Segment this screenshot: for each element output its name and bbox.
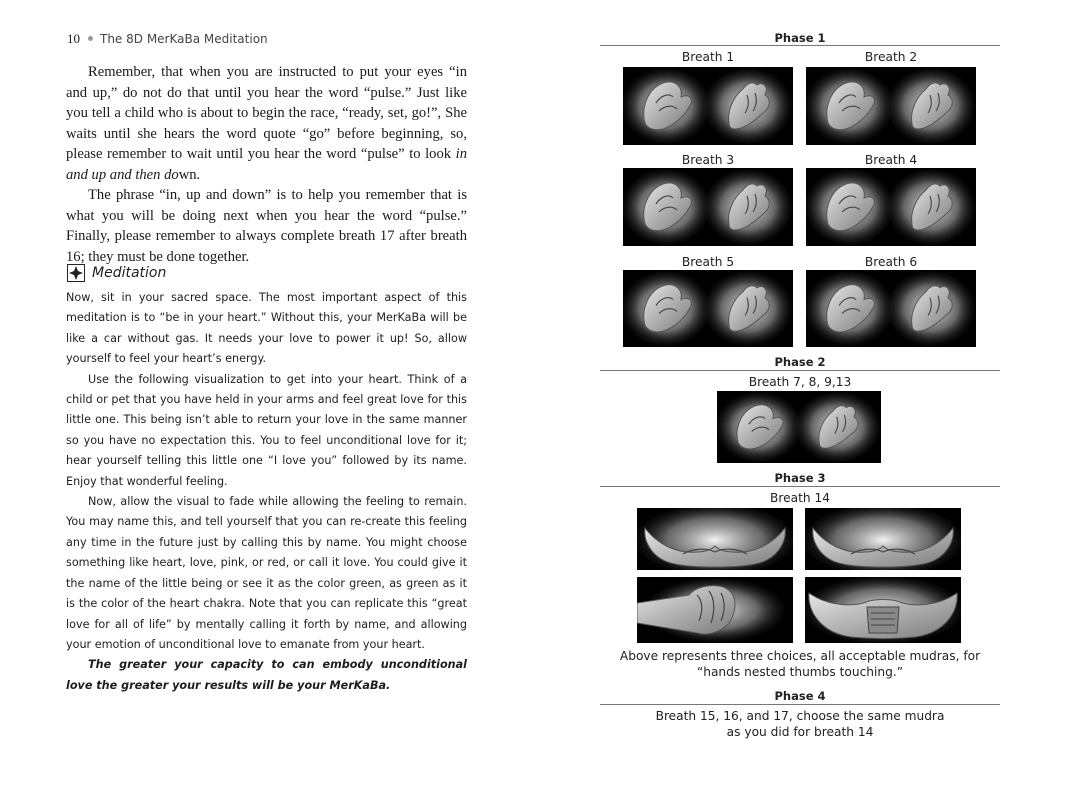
meditation-paragraph-3: Now, allow the visual to fade while allowing the feeling to remain. You may name this, and tell yourself that you can re-create this feeling any time in the future just by calling this by name. You might choose something like heart, love, pink, or red, or call it love. You could give it the name of the little being or see it as the color green, as green as it is the color of the heart chakra. Note that you can replicate this “great love for all of life” by mentally calling it forth by name, and allowing your emotion of unconditional love to emanate from your heart. (66, 495, 467, 651)
meditation-paragraph-1: Now, sit in your sacred space. The most important aspect of this meditation is to “be in your heart.” Without this, your MerKaBa will be like a car without gas. It needs your love to power it up! So, allow yourself to feel your heart’s energy. (66, 291, 467, 366)
intro-paragraph-1-text: Remember, that when you are instructed to put your eyes “in and up,” do not do that until you hear the word “pulse.” Just like you tell a child who is about to begin the race, “ready, set, go!”, She waits until she hears the word quote “go” before beginning, so, please remember to wait until you hear the word “pulse” to look (66, 64, 467, 162)
meditation-text (66, 288, 467, 696)
breath-1-mudra-image (623, 67, 793, 145)
clasped-hands-image (637, 577, 793, 643)
intro-paragraph-2-text: The phrase “in, up and down” is to help you remember that is what you will be doing next when you hear the word “pulse.” Finally, please remember to always complete breath 17 after breath 16; they must be done together. (66, 187, 467, 265)
running-header (67, 31, 268, 47)
phase4-line-1: Breath 15, 16, and 17, choose the same mudra (655, 709, 945, 723)
breath-4-caption: Breath 4 (864, 153, 918, 167)
four-point-star-icon (67, 264, 85, 282)
breath-3-mudra-image (623, 168, 793, 246)
breath-6-caption: Breath 6 (864, 255, 918, 269)
breath-6-mudra-image (806, 270, 976, 347)
breath-1-caption: Breath 1 (681, 50, 735, 64)
phase4-line-2: as you did for breath 14 (726, 725, 874, 739)
phase1-rule (600, 45, 1000, 46)
phase2-title: Phase 2 (774, 355, 826, 369)
breath-3-caption: Breath 3 (681, 153, 735, 167)
meditation-title: Meditation (92, 265, 167, 281)
nested-hands-image (805, 577, 961, 643)
right-page (533, 0, 1066, 800)
phase1-title: Phase 1 (774, 31, 826, 45)
phase3-rule (600, 486, 1000, 487)
phase2-mudra-image (717, 391, 881, 463)
bullet-icon (88, 36, 93, 41)
cupped-hands-image-right (805, 508, 961, 570)
phase3-caption: Breath 14 (770, 491, 830, 505)
breath-2-mudra-image (806, 67, 976, 145)
running-head-title: The 8D MerKaBa Meditation (100, 32, 268, 46)
closing-statement: The greater your capacity to can embody unconditional love the greater your results will be your MerKaBa. (66, 658, 467, 692)
meditation-paragraph-2: Use the following visualization to get into your heart. Think of a child or pet that you have held in your arms and feel great love for this little one. This being isn’t able to return your love in the same manner so you have no expectation this. You to feel unconditional love for it; hear yourself telling this little one “I love you” followed by its name. Enjoy that wonderful feeling. (66, 372, 467, 488)
meditation-heading (67, 264, 166, 282)
phase3-title: Phase 3 (774, 471, 826, 485)
intro-paragraph-1-emphasis: in and up and then do (66, 146, 467, 183)
breath-4-mudra-image (806, 168, 976, 246)
breath-5-mudra-image (623, 270, 793, 347)
breath-5-caption: Breath 5 (681, 255, 735, 269)
cupped-hands-image-left (637, 508, 793, 570)
intro-paragraph-1-end: wn. (178, 166, 201, 183)
intro-paragraph-2 (66, 185, 467, 267)
phase4-rule (600, 704, 1000, 705)
phase2-caption: Breath 7, 8, 9,13 (748, 375, 852, 389)
page-number: 10 (67, 31, 80, 46)
phase3-note: Above represents three choices, all acceptable mudras, for “hands nested thumbs touching.” (619, 649, 981, 679)
intro-paragraph-1 (66, 62, 467, 185)
intro-text (66, 62, 467, 267)
phase2-rule (600, 370, 1000, 371)
breath-2-caption: Breath 2 (864, 50, 918, 64)
phase4-title: Phase 4 (774, 689, 826, 703)
